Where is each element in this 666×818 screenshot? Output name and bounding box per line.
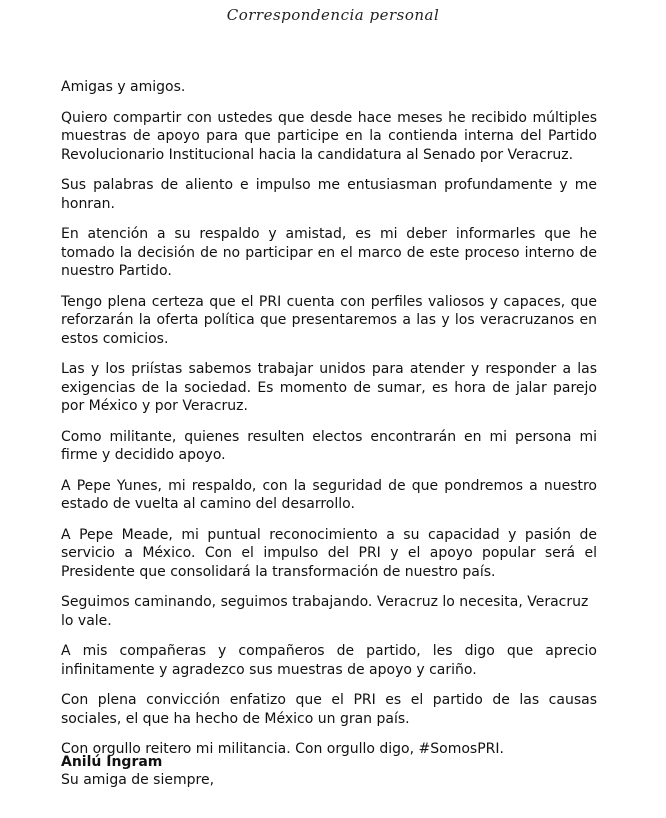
paragraph: Seguimos caminando, seguimos trabajando. Veracruz lo necesita, Veracruz lo vale. bbox=[61, 594, 589, 629]
closing: Su amiga de siempre, bbox=[61, 771, 215, 788]
paragraph: Tengo plena certeza que el PRI cuenta con perfiles valiosos y capaces, que reforzarán la oferta política que presentaremos a las y los veracruzanos en estos comicios. bbox=[61, 293, 597, 347]
paragraph: A Pepe Yunes, mi respaldo, con la seguridad de que pondremos a nuestro estado de vuelta al camino del desarrollo. bbox=[61, 477, 597, 512]
letterhead-title: Correspondencia personal bbox=[226, 6, 440, 24]
letter-body bbox=[61, 78, 597, 801]
paragraph: Con plena convicción enfatizo que el PRI es el partido de las causas sociales, el que ha hecho de México un gran país. bbox=[61, 692, 597, 727]
paragraph: Quiero compartir con ustedes que desde hace meses he recibido múltiples muestras de apoyo para que participe en la contienda interna del Partido Revolucionario Institucional hacia la candidatura al Senado por Veracruz. bbox=[61, 109, 597, 163]
paragraph: A Pepe Meade, mi puntual reconocimiento a su capacidad y pasión de servicio a México. Con el impulso del PRI y el apoyo popular será el Presidente que consolidará la transformación de nuestro país. bbox=[61, 526, 597, 580]
paragraph: Como militante, quienes resulten electos encontrarán en mi persona mi firme y decidido apoyo. bbox=[61, 428, 597, 463]
greeting: Amigas y amigos. bbox=[61, 79, 186, 95]
signature-name: Anilú Ingram bbox=[61, 754, 163, 770]
paragraph: Con orgullo reitero mi militancia. Con orgullo digo, #SomosPRI. bbox=[61, 741, 504, 757]
paragraph: A mis compañeras y compañeros de partido, les digo que aprecio infinitamente y agradezco sus muestras de apoyo y cariño. bbox=[61, 643, 597, 678]
paragraph: En atención a su respaldo y amistad, es mi deber informarles que he tomado la decisión de no participar en el marco de este proceso interno de nuestro Partido. bbox=[61, 226, 597, 279]
paragraph: Las y los priístas sabemos trabajar unidos para atender y responder a las exigencias de la sociedad. Es momento de sumar, es hora de jalar parejo por México y por Veracruz. bbox=[61, 361, 597, 414]
paragraph: Sus palabras de aliento e impulso me entusiasman profundamente y me honran. bbox=[61, 177, 597, 212]
